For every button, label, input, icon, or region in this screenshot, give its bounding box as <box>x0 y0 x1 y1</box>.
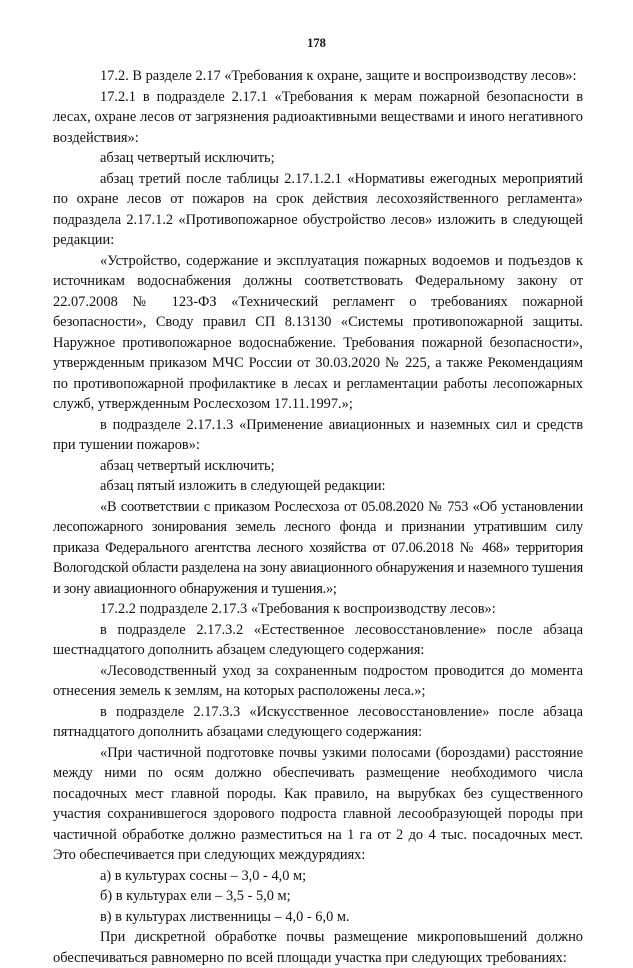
paragraph-17-2-1: 17.2.1 в подразделе 2.17.1 «Требования к мерам пожарной безопасности в лесах, охране лесов от загрязнения радиоактивными веществами и иного негативного воздействия»: <box>53 88 583 146</box>
paragraph-2-17-3-3: в подразделе 2.17.3.3 «Искусственное лесовосстановление» после абзаца пятнадцатого дополнить абзацами следующего содержания: <box>53 703 583 740</box>
document-body <box>53 66 583 968</box>
paragraph-quote-water-sources: «Устройство, содержание и эксплуатация пожарных водоемов и подъездов к источникам водоснабжения должны соответствовать Федеральному закону от 22.07.2008 № 123-ФЗ «Технический регламент о требованиях пожарной безопасности», Своду правил СП 8.13130 «Системы противопожарной защиты. Наружное противопожарное водоснабжение. Требования пожарной безопасности», утвержденным приказом МЧС России от 30.03.2020 № 225, а также Рекомендациям по противопожарной профилактике в лесах и регламентации работы лесопожарных служб, утвержденным Рослесхозом 17.11.1997.»; <box>53 252 583 412</box>
list-item-larch: в) в культурах лиственницы – 4,0 - 6,0 м. <box>100 908 350 925</box>
paragraph-quote-soil-preparation: «При частичной подготовке почвы узкими полосами (бороздами) расстояние между ними по осям должно обеспечивать размещение необходимого числа посадочных мест главной породы. Как правило, на вырубках без существенного участия сохранившегося здорового подроста главной лесообразующей породы при частичной обработке должно разместиться на 1 га от 2 до 4 тыс. посадочных мест. Это обеспечивается при следующих междурядиях: <box>53 744 583 863</box>
list-item-pine: а) в культурах сосны – 3,0 - 4,0 м; <box>100 867 307 884</box>
paragraph-2-17-3-2: в подразделе 2.17.3.2 «Естественное лесовосстановление» после абзаца шестнадцатого дополнить абзацем следующего содержания: <box>53 621 583 658</box>
paragraph-2-17-1-3: в подразделе 2.17.1.3 «Применение авиационных и наземных сил и средств при тушении пожаров»: <box>53 416 583 453</box>
paragraph-exclude-fourth: абзац четвертый исключить; <box>100 150 275 166</box>
paragraph-fifth-new-edition: абзац пятый изложить в следующей редакции: <box>100 478 386 494</box>
paragraph-exclude-fourth-2: абзац четвертый исключить; <box>100 457 275 474</box>
page-number: 178 <box>307 36 326 50</box>
list-item-spruce: б) в культурах ели – 3,5 - 5,0 м; <box>100 888 291 904</box>
paragraph-quote-undergrowth: «Лесоводственный уход за сохраненным подростом проводится до момента отнесения земель к землям, на которых расположены леса.»; <box>53 662 583 699</box>
paragraph-17-2-2: 17.2.2 подразделе 2.17.3 «Требования к воспроизводству лесов»: <box>100 601 496 617</box>
paragraph-discrete-treatment: При дискретной обработке почвы размещение микроповышений должно обеспечиваться равномерно по всей площади участка при следующих требованиях: <box>53 929 583 966</box>
paragraph-quote-zoning: «В соответствии с приказом Рослесхоза от 05.08.2020 № 753 «Об установлении лесопожарного зонирования земель лесного фонда и признании утратившим силу приказа Федерального агентства лесного хозяйства от 07.06.2018 № 468» территория Вологодской области разделена на зону авиационного обнаружения и наземного тушения и зону авиационного обнаружения и тушения.»; <box>53 498 583 597</box>
paragraph-17-2: 17.2. В разделе 2.17 «Требования к охране, защите и воспроизводству лесов»: <box>100 68 577 84</box>
paragraph-third-after-table: абзац третий после таблицы 2.17.1.2.1 «Нормативы ежегодных мероприятий по охране лесов от пожаров на срок действия лесохозяйственного регламента» подраздела 2.17.1.2 «Противопожарное обустройство лесов» изложить в следующей редакции: <box>53 170 583 248</box>
